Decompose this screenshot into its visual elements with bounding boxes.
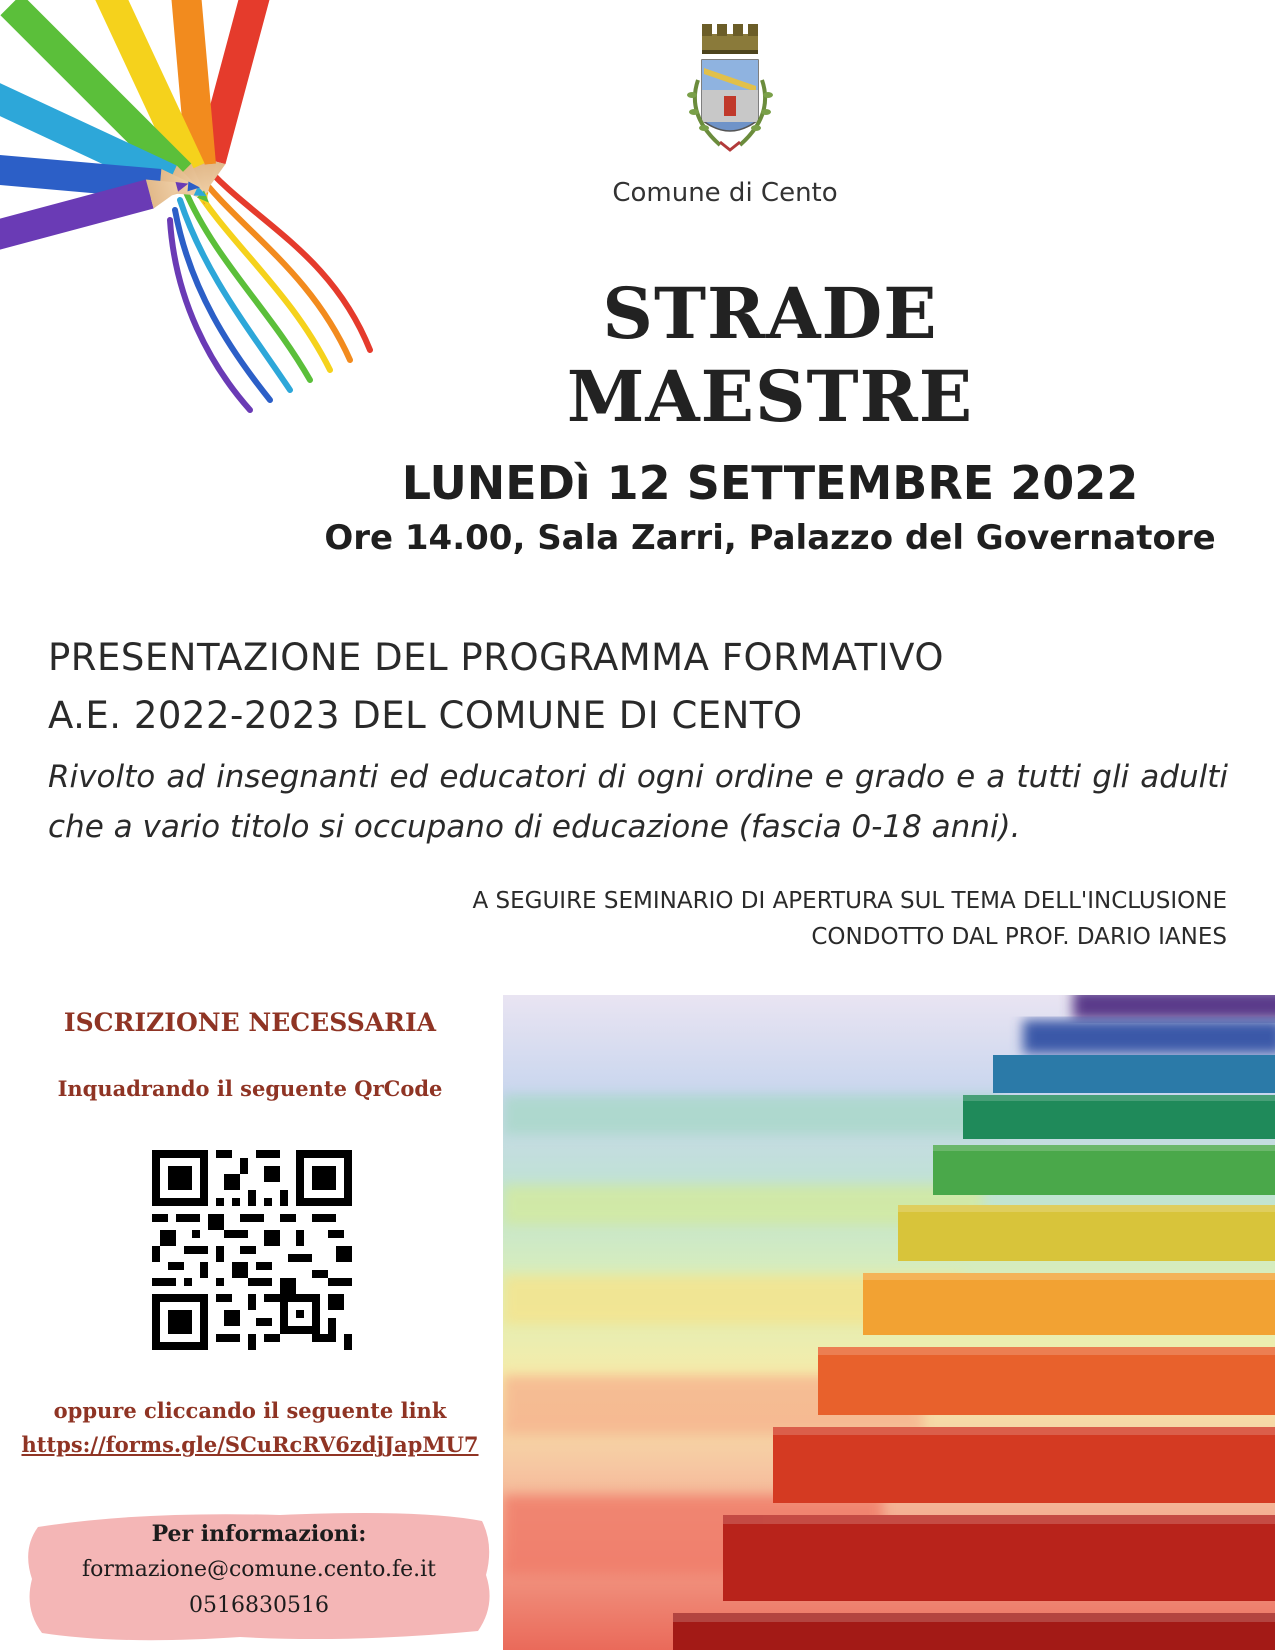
- program-heading-line1: PRESENTAZIONE DEL PROGRAMMA FORMATIVO: [48, 636, 944, 679]
- registration-title: ISCRIZIONE NECESSARIA: [63, 1008, 437, 1037]
- qr-code-icon[interactable]: [152, 1150, 352, 1350]
- event-time-place: Ore 14.00, Sala Zarri, Palazzo del Governatore: [324, 518, 1216, 558]
- municipality-name: Comune di Cento: [612, 178, 838, 208]
- colored-pencils-icon: [0, 0, 400, 420]
- seminar-line1: A SEGUIRE SEMINARIO DI APERTURA SUL TEMA DELL'INCLUSIONE: [472, 888, 1227, 914]
- info-box: [20, 1505, 498, 1645]
- info-title: Per informazioni:: [151, 1521, 367, 1547]
- registration-alternative: oppure cliccando il seguente link: [53, 1398, 447, 1423]
- chalk-pastels-photo: [503, 995, 1275, 1650]
- program-audience: Rivolto ad insegnanti ed educatori di ogni ordine e grado e a tutti gli adulti che a vario titolo si occupano di educazione (fascia 0-18 anni).: [48, 759, 1228, 845]
- seminar-line2: CONDOTTO DAL PROF. DARIO IANES: [811, 924, 1227, 950]
- program-heading-line2: A.E. 2022-2023 DEL COMUNE DI CENTO: [48, 694, 803, 737]
- info-email[interactable]: formazione@comune.cento.fe.it: [82, 1557, 436, 1582]
- event-title: STRADE MAESTRE: [566, 272, 974, 438]
- event-date: LUNEDì 12 SETTEMBRE 2022: [401, 456, 1139, 510]
- registration-link[interactable]: https://forms.gle/SCuRcRV6zdjJapMU7: [21, 1432, 479, 1457]
- municipal-coat-of-arms-icon: [680, 20, 780, 165]
- registration-instruction: Inquadrando il seguente QrCode: [57, 1076, 443, 1101]
- info-phone: 0516830516: [189, 1593, 329, 1618]
